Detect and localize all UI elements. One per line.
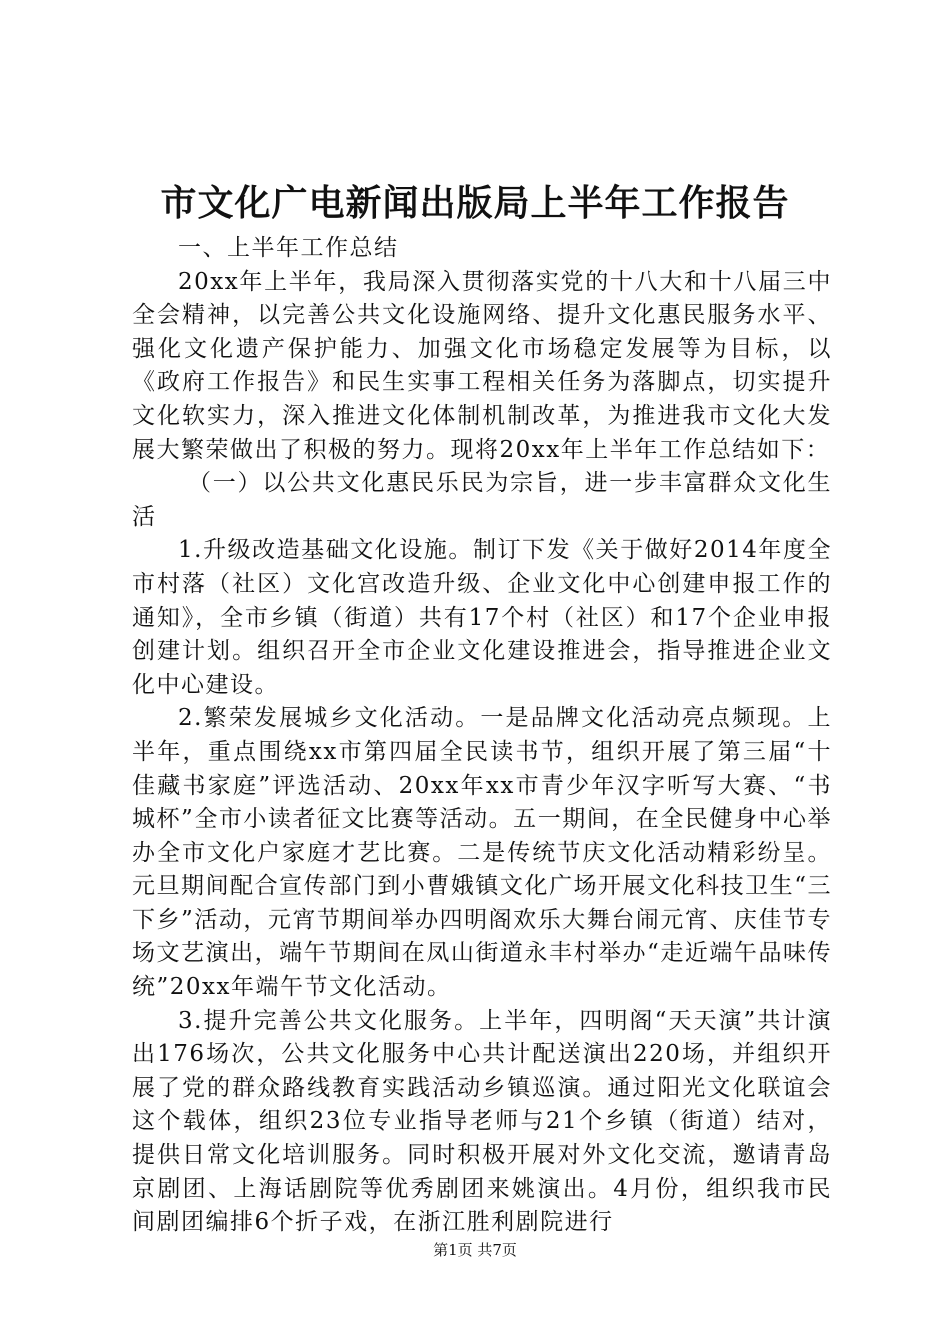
page-footer: 第1页 共7页 xyxy=(433,1241,517,1259)
body-paragraph: 1.升级改造基础文化设施。制订下发《关于做好2014年度全市村落（社区）文化宫改造升级、企业文化中心创建申报工作的通知》，全市乡镇（街道）共有17个村（社区）和17个企业申报创建计划。组织召开全市企业文化建设推进会，指导推进企业文化中心建设。 xyxy=(132,537,832,698)
document-title: 市文化广电新闻出版局上半年工作报告 xyxy=(160,182,790,224)
subsection-heading: （一）以公共文化惠民乐民为宗旨，进一步丰富群众文化生活 xyxy=(132,470,832,530)
section-heading: 一、上半年工作总结 xyxy=(178,235,399,261)
body-paragraph: 20xx年上半年，我局深入贯彻落实党的十八大和十八届三中全会精神，以完善公共文化设施网络、提升文化惠民服务水平、强化文化遗产保护能力、加强文化市场稳定发展等为目标，以《政府工作报告》和民生实事工程相关任务为落脚点，切实提升文化软实力，深入推进文化体制机制改革，为推进我市文化大发展大繁荣做出了积极的努力。现将20xx年上半年工作总结如下： xyxy=(132,268,832,463)
body-paragraph: 2.繁荣发展城乡文化活动。一是品牌文化活动亮点频现。上半年，重点围绕xx市第四届全民读书节，组织开展了第三届“十佳藏书家庭”评选活动、20xx年xx市青少年汉字听写大赛、“书城杯”全市小读者征文比赛等活动。五一期间，在全民健身中心举办全市文化户家庭才艺比赛。二是传统节庆文化活动精彩纷呈。元旦期间配合宣传部门到小曹娥镇文化广场开展文化科技卫生“三下乡”活动，元宵节期间举办四明阁欢乐大舞台闹元宵、庆佳节专场文艺演出，端午节期间在凤山街道永丰村举办“走近端午品味传统”20xx年端午节文化活动。 xyxy=(132,705,832,1001)
body-paragraph: 3.提升完善公共文化服务。上半年，四明阁“天天演”共计演出176场次，公共文化服务中心共计配送演出220场，并组织开展了党的群众路线教育实践活动乡镇巡演。通过阳光文化联谊会这个载体，组织23位专业指导老师与21个乡镇（街道）结对，提供日常文化培训服务。同时积极开展对外文化交流，邀请青岛京剧团、上海话剧院等优秀剧团来姚演出。4月份，组织我市民间剧团编排6个折子戏，在浙江胜利剧院进行 xyxy=(132,1007,832,1236)
document-body xyxy=(132,232,832,1240)
